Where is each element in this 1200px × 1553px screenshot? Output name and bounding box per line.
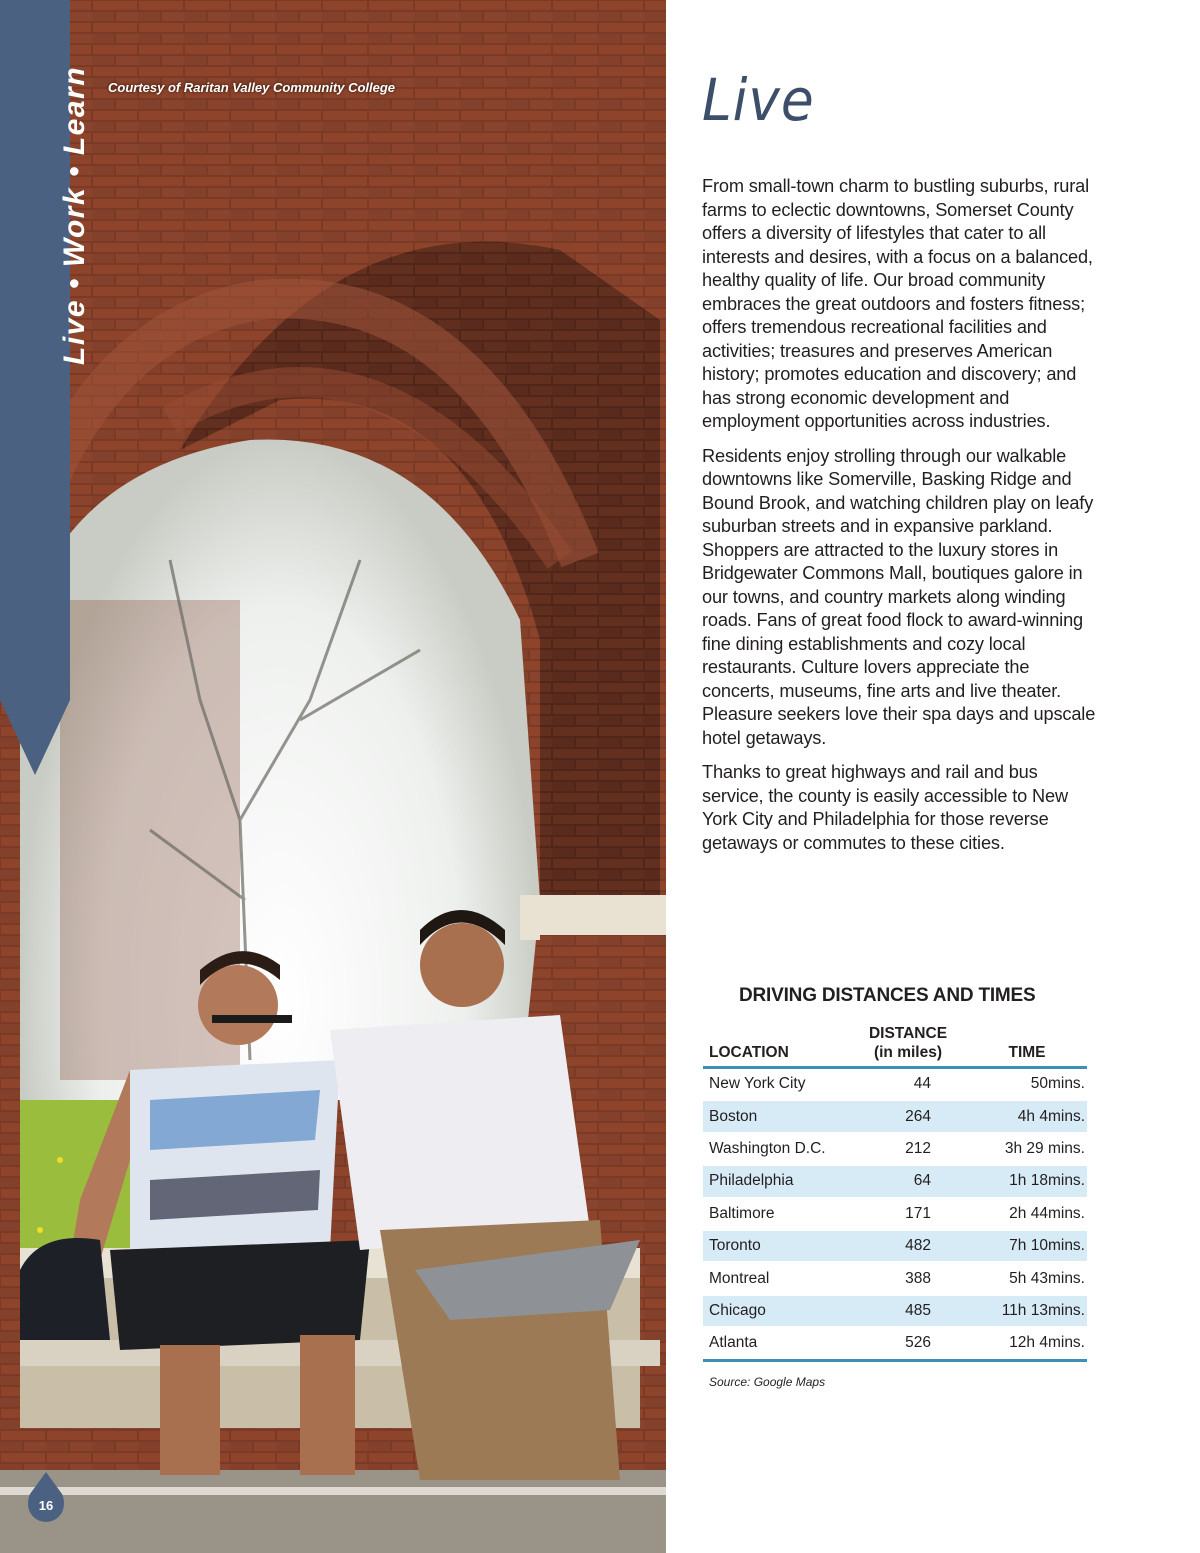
table-title: DRIVING DISTANCES AND TIMES: [739, 985, 1036, 1006]
table-row: [703, 1230, 1087, 1262]
page-number-badge: [28, 1472, 64, 1522]
cell-location: Washington D.C.: [703, 1133, 849, 1165]
cell-distance: 171: [849, 1198, 967, 1230]
distance-header-line2: (in miles): [873, 1044, 943, 1061]
cell-time: 3h 29 mins.: [967, 1133, 1087, 1165]
column-header-distance: [849, 1024, 967, 1068]
cell-location: Montreal: [703, 1262, 849, 1294]
cell-location: Atlanta: [703, 1327, 849, 1360]
page-number: 16: [38, 1498, 54, 1513]
cell-distance: 64: [849, 1165, 967, 1197]
section-label: Live • Work • Learn: [58, 65, 91, 365]
cell-time: 4h 4mins.: [967, 1100, 1087, 1132]
table-row: [703, 1295, 1087, 1327]
driving-distances-table: [703, 1024, 1087, 1362]
cell-location: Baltimore: [703, 1198, 849, 1230]
cell-time: 50mins.: [967, 1068, 1087, 1101]
table-header-row: [703, 1024, 1087, 1068]
table-row: [703, 1165, 1087, 1197]
cell-location: Toronto: [703, 1230, 849, 1262]
cell-location: Philadelphia: [703, 1165, 849, 1197]
cell-distance: 388: [849, 1262, 967, 1294]
table-row: [703, 1198, 1087, 1230]
table-row: [703, 1262, 1087, 1294]
paragraph: Residents enjoy strolling through our walkable downtowns like Somerville, Basking Ridge and Bound Brook, and watching children play on leafy suburban streets and in expansive parkland. Shoppers are attracted to the luxury stores in Bridgewater Commons Mall, boutiques galore in our towns, and country markets along winding roads. Fans of great food flock to award-winning fine dining establishments and cozy local restaurants. Culture lovers appreciate the concerts, museums, fine arts and live theater. Pleasure seekers love their spa days and upscale hotel getaways.: [702, 445, 1096, 748]
section-side-tab: [0, 0, 91, 775]
cell-distance: 212: [849, 1133, 967, 1165]
article-body: [702, 175, 1102, 866]
paragraph: Thanks to great highways and rail and bus service, the county is easily accessible to New York City and Philadelphia for those reverse getaways or commutes to these cities.: [702, 762, 1068, 853]
cell-time: 2h 44mins.: [967, 1198, 1087, 1230]
cell-location: Chicago: [703, 1295, 849, 1327]
cell-location: New York City: [703, 1068, 849, 1101]
cell-distance: 485: [849, 1295, 967, 1327]
page-heading: [702, 66, 902, 156]
cell-distance: 264: [849, 1100, 967, 1132]
column-header-time: TIME: [967, 1024, 1087, 1068]
cell-time: 12h 4mins.: [967, 1327, 1087, 1360]
cell-time: 5h 43mins.: [967, 1262, 1087, 1294]
table-row: [703, 1133, 1087, 1165]
column-header-location: LOCATION: [703, 1024, 849, 1068]
cell-time: 7h 10mins.: [967, 1230, 1087, 1262]
table-row: [703, 1327, 1087, 1360]
table-row: [703, 1100, 1087, 1132]
paragraph: From small-town charm to bustling suburbs, rural farms to eclectic downtowns, Somerset County offers a diversity of lifestyles that cater to all interests and desires, with a focus on a balanced, healthy quality of life. Our broad community embraces the great outdoors and fosters fitness; offers tremendous recreational facilities and activities; treasures and preserves American history; promotes education and discovery; and has strong economic development and employment opportunities across industries.: [702, 176, 1093, 431]
cell-distance: 526: [849, 1327, 967, 1360]
cell-distance: 482: [849, 1230, 967, 1262]
cell-time: 1h 18mins.: [967, 1165, 1087, 1197]
cell-location: Boston: [703, 1100, 849, 1132]
photo-credit: Courtesy of Raritan Valley Community College: [108, 80, 396, 95]
page-heading-text: Live: [702, 66, 815, 134]
table-row: [703, 1068, 1087, 1101]
table-source-note: Source: Google Maps: [709, 1375, 826, 1389]
cell-distance: 44: [849, 1068, 967, 1101]
cell-time: 11h 13mins.: [967, 1295, 1087, 1327]
drop-shape-icon: [28, 1472, 64, 1522]
distance-header-line1: DISTANCE: [868, 1025, 948, 1042]
